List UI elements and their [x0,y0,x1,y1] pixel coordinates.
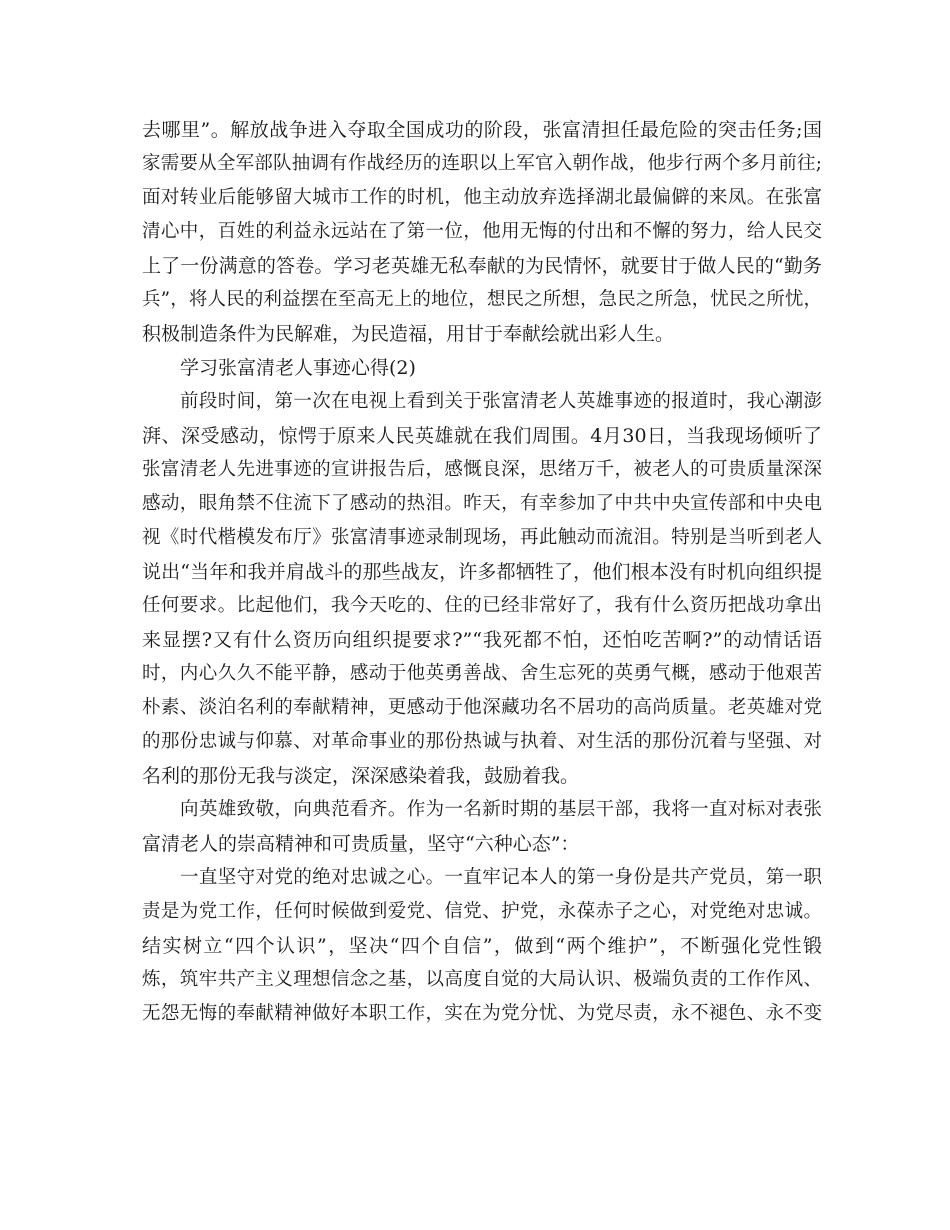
document-body [142,113,822,1031]
paragraph-5-line-4: 炼，筑牢共产主义理想信念之基，以高度自觉的大局认识、极端负责的工作作风、 [142,969,822,990]
paragraph-1-line-6: 兵”，将人民的利益摆在至高无上的地位，想民之所想，急民之所急，忧民之所忧， [142,289,822,310]
paragraph-5-line-2: 责是为党工作，任何时候做到爱党、信党、护党，永葆赤子之心，对党绝对忠诚。 [142,901,822,922]
paragraph-1-line-2: 家需要从全军部队抽调有作战经历的连职以上军官入朝作战，他步行两个多月前往; [142,153,822,174]
paragraph-5-line-3: 结实树立“四个认识”，坚决“四个自信”，做到“两个维护”，不断强化党性锻 [142,935,822,957]
paragraph-1-line-7: 积极制造条件为民解难，为民造福，用甘于奉献绘就出彩人生。 [142,323,675,345]
paragraph-1-line-5: 上了一份满意的答卷。学习老英雄无私奉献的为民情怀，就要甘于做人民的“勤务 [142,255,822,277]
paragraph-5-line-5: 无怨无悔的奉献精神做好本职工作，实在为党分忧、为党尽责，永不褪色、永不变 [142,1003,822,1024]
paragraph-3-line-12: 名利的那份无我与淡定，深深感染着我，鼓励着我。 [142,765,580,787]
paragraph-3-line-2: 湃、深受感动，惊愕于原来人民英雄就在我们周围。4月30日，当我现场倾听了 [142,425,822,447]
paragraph-3-line-10: 朴素、淡泊名利的奉献精神，更感动于他深藏功名不居功的高尚质量。老英雄对党 [142,697,822,718]
paragraph-1-line-4: 清心中，百姓的利益永远站在了第一位，他用无悔的付出和不懈的努力，给人民交 [142,221,822,242]
paragraph-4-line-1: 向英雄致敬，向典范看齐。作为一名新时期的基层干部，我将一直对标对表张 [180,799,822,820]
paragraph-3-line-1: 前段时间，第一次在电视上看到关于张富清老人英雄事迹的报道时，我心潮澎 [180,391,822,412]
paragraph-3-line-7: 任何要求。比起他们，我今天吃的、住的已经非常好了，我有什么资历把战功拿出 [142,595,822,616]
paragraph-3-line-8: 来显摆?又有什么资历向组织提要求?”“我死都不怕，还怕吃苦啊?”的动情话语 [142,629,822,651]
paragraph-5-line-1: 一直坚守对党的绝对忠诚之心。一直牢记本人的第一身份是共产党员，第一职 [180,867,822,888]
paragraph-3-line-3: 张富清老人先进事迹的宣讲报告后，感慨良深，思绪万千，被老人的可贵质量深深 [142,459,822,480]
paragraph-3-line-9: 时，内心久久不能平静，感动于他英勇善战、舍生忘死的英勇气概，感动于他艰苦 [142,663,822,684]
paragraph-3-line-4: 感动，眼角禁不住流下了感动的热泪。昨天，有幸参加了中共中央宣传部和中央电 [142,493,822,514]
paragraph-4-line-2: 富清老人的崇高精神和可贵质量，坚守“六种心态”： [142,833,580,855]
section-heading: 学习张富清老人事迹心得(2) [180,357,416,379]
paragraph-1-line-3: 面对转业后能够留大城市工作的时机，他主动放弃选择湖北最偏僻的来凤。在张富 [142,187,822,208]
paragraph-3-line-11: 的那份忠诚与仰慕、对革命事业的那份热诚与执着、对生活的那份沉着与坚强、对 [142,731,822,752]
paragraph-3-line-6: 说出“当年和我并肩战斗的那些战友，许多都牺牲了，他们根本没有时机向组织提 [142,561,822,583]
paragraph-1-line-1: 去哪里”。解放战争进入夺取全国成功的阶段，张富清担任最危险的突击任务;国 [142,119,822,141]
paragraph-3-line-5: 视《时代楷模发布厅》张富清事迹录制现场，再此触动而流泪。特别是当听到老人 [142,527,822,548]
